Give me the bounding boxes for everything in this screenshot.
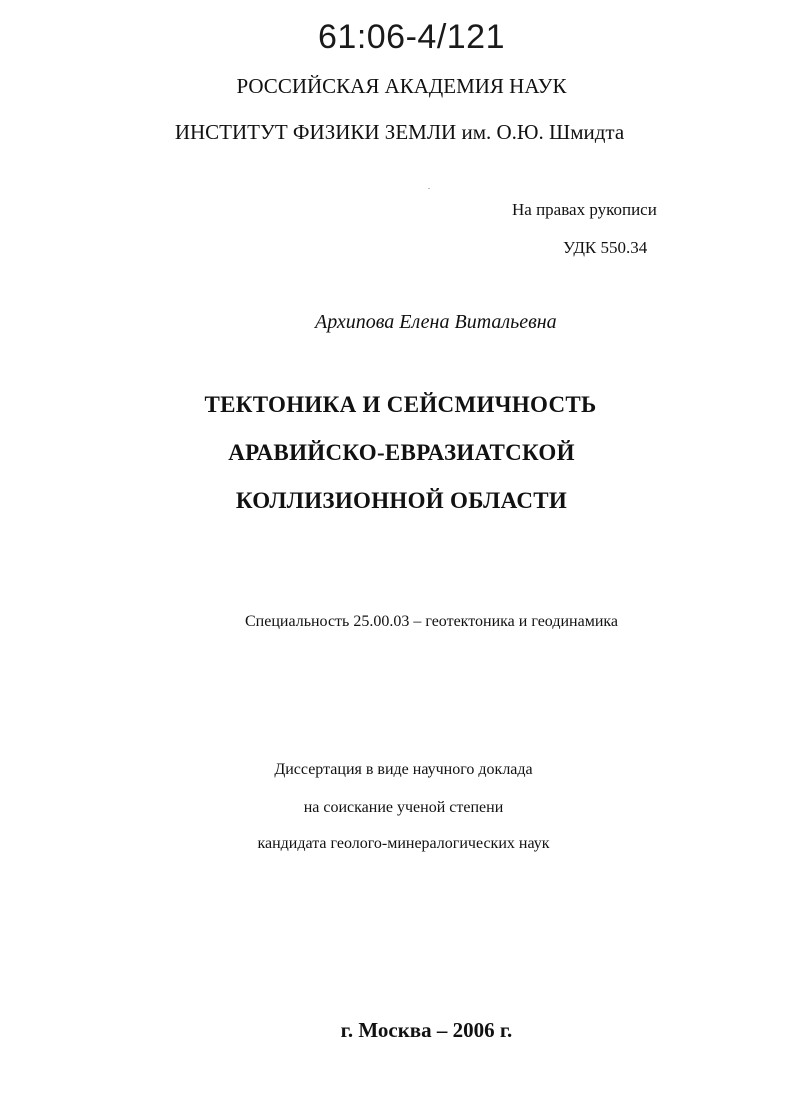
academy-name: РОССИЙСКАЯ АКАДЕМИЯ НАУК xyxy=(236,74,567,98)
udk-code: УДК 550.34 xyxy=(563,238,648,257)
author-name: Архипова Елена Витальевна xyxy=(315,311,557,333)
thesis-title-line-3: КОЛЛИЗИОННОЙ ОБЛАСТИ xyxy=(235,488,568,513)
thesis-title-line-1: ТЕКТОНИКА И СЕЙСМИЧНОСТЬ xyxy=(204,392,597,417)
institute-name: ИНСТИТУТ ФИЗИКИ ЗЕМЛИ им. О.Ю. Шмидта xyxy=(174,120,625,144)
dissertation-line-2: на соискание ученой степени xyxy=(303,799,504,816)
dissertation-line-1: Диссертация в виде научного доклада xyxy=(274,761,533,778)
specialty-line: Специальность 25.00.03 – геотектоника и геодинамика xyxy=(245,613,619,630)
dissertation-line-3: кандидата геолого-минералогических наук xyxy=(257,835,550,852)
city-year: г. Москва – 2006 г. xyxy=(340,1018,513,1042)
manuscript-rights-note: На правах рукописи xyxy=(512,200,657,219)
scan-speck xyxy=(428,188,430,189)
archive-stamp-number: 61:06-4/121 xyxy=(318,18,505,56)
thesis-title-line-2: АРАВИЙСКО-ЕВРАЗИАТСКОЙ xyxy=(228,440,575,465)
